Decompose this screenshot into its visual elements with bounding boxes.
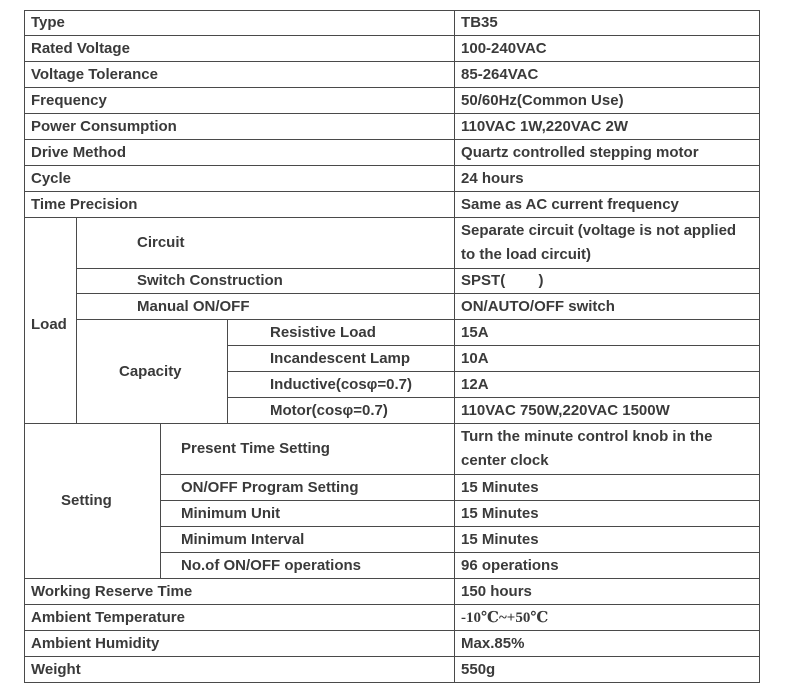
row-label: Cycle	[25, 166, 455, 192]
capacity-item-label: Incandescent Lamp	[228, 346, 455, 372]
row-value: TB35	[455, 11, 760, 36]
row-label: Frequency	[25, 88, 455, 114]
manual-on-off-value: ON/AUTO/OFF switch	[455, 294, 760, 320]
row-value: Quartz controlled stepping motor	[455, 140, 760, 166]
setting-item-value: 15 Minutes	[455, 501, 760, 527]
row-label: Drive Method	[25, 140, 455, 166]
row-label: Working Reserve Time	[25, 579, 455, 605]
row-value: Same as AC current frequency	[455, 192, 760, 218]
table-row	[25, 218, 760, 269]
capacity-group-label: Capacity	[77, 320, 228, 424]
row-value: 150 hours	[455, 579, 760, 605]
capacity-item-value: 12A	[455, 372, 760, 398]
setting-item-value: 15 Minutes	[455, 527, 760, 553]
capacity-item-value: 15A	[455, 320, 760, 346]
table-row	[25, 114, 760, 140]
row-label: Time Precision	[25, 192, 455, 218]
table-row	[25, 424, 760, 475]
table-row	[25, 294, 760, 320]
table-row	[25, 11, 760, 36]
table-row	[25, 320, 760, 346]
row-label: Rated Voltage	[25, 36, 455, 62]
manual-on-off-label: Manual ON/OFF	[77, 294, 455, 320]
switch-construction-label: Switch Construction	[77, 269, 455, 294]
load-group-label: Load	[25, 218, 77, 424]
row-label: Ambient Humidity	[25, 631, 455, 657]
specification-table	[24, 10, 760, 683]
table-row	[25, 269, 760, 294]
row-value: -10℃~+50℃	[455, 605, 760, 631]
row-value: 110VAC 1W,220VAC 2W	[455, 114, 760, 140]
row-label: Voltage Tolerance	[25, 62, 455, 88]
setting-item-label: ON/OFF Program Setting	[161, 475, 455, 501]
table-row	[25, 62, 760, 88]
table-row	[25, 36, 760, 62]
setting-item-value: 96 operations	[455, 553, 760, 579]
setting-group-label: Setting	[25, 424, 161, 579]
row-value: Max.85%	[455, 631, 760, 657]
setting-item-value: 15 Minutes	[455, 475, 760, 501]
setting-item-label: Minimum Interval	[161, 527, 455, 553]
row-label: Weight	[25, 657, 455, 683]
table-row	[25, 579, 760, 605]
row-label: Ambient Temperature	[25, 605, 455, 631]
circuit-value: Separate circuit (voltage is not applied to the load circuit)	[455, 218, 760, 269]
row-value: 24 hours	[455, 166, 760, 192]
row-value: 100-240VAC	[455, 36, 760, 62]
switch-construction-value: SPST( )	[455, 269, 760, 294]
capacity-item-label: Resistive Load	[228, 320, 455, 346]
table-row	[25, 657, 760, 683]
capacity-item-value: 110VAC 750W,220VAC 1500W	[455, 398, 760, 424]
table-row	[25, 605, 760, 631]
table-row	[25, 631, 760, 657]
table-row	[25, 192, 760, 218]
table-row	[25, 140, 760, 166]
table-row	[25, 88, 760, 114]
setting-item-label: No.of ON/OFF operations	[161, 553, 455, 579]
setting-item-label: Minimum Unit	[161, 501, 455, 527]
setting-item-value: Turn the minute control knob in the center clock	[455, 424, 760, 475]
capacity-item-value: 10A	[455, 346, 760, 372]
capacity-item-label: Motor(cosφ=0.7)	[228, 398, 455, 424]
capacity-item-label: Inductive(cosφ=0.7)	[228, 372, 455, 398]
row-value: 50/60Hz(Common Use)	[455, 88, 760, 114]
row-label: Power Consumption	[25, 114, 455, 140]
table-row	[25, 166, 760, 192]
circuit-label: Circuit	[77, 218, 455, 269]
row-value: 550g	[455, 657, 760, 683]
row-value: 85-264VAC	[455, 62, 760, 88]
row-label: Type	[25, 11, 455, 36]
setting-item-label: Present Time Setting	[161, 424, 455, 475]
